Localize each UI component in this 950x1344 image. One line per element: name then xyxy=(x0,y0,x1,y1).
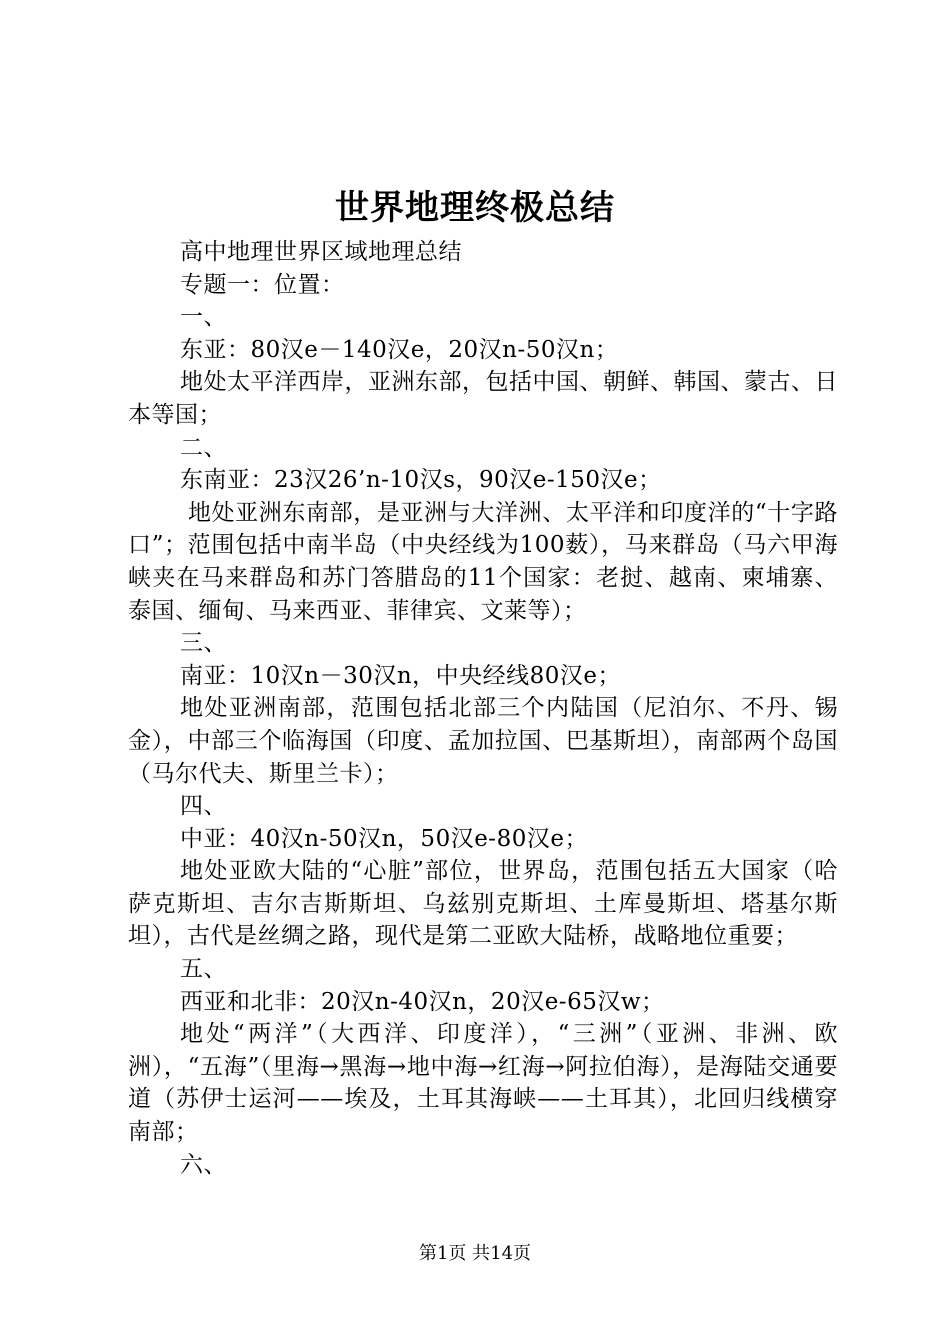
paragraph: 高中地理世界区域地理总结 xyxy=(180,239,462,265)
paragraph: 四、 xyxy=(180,793,227,820)
paragraph: 五、 xyxy=(180,956,227,983)
paragraph: 地处亚欧大陆的“心脏”部位，世界岛，范围包括五大国家（哈萨克斯坦、吉尔吉斯斯坦、乌兹别克斯坦、土库曼斯坦、塔基尔斯坦），古代是丝绸之路，现代是第二亚欧大陆桥，战略地位重要； xyxy=(128,858,838,950)
paragraph: 六、 xyxy=(180,1151,227,1178)
paragraph: 地处亚洲东南部，是亚洲与大洋洲、太平洋和印度洋的“十字路口”；范围包括中南半岛（中央经线为100薮），马来群岛（马六甲海峡夹在马来群岛和苏门答腊岛的11个国家：老挝、越南、柬埔寨、泰国、缅甸、马来西亚、菲律宾、文莱等）； xyxy=(128,499,838,624)
paragraph: 二、 xyxy=(180,434,227,461)
paragraph: 中亚：40汉n-50汉n，50汉e-80汉e； xyxy=(180,825,588,852)
paragraph: 东南亚：23汉26’n-10汉s，90汉e-150汉e； xyxy=(180,467,662,494)
paragraph: 地处亚洲南部，范围包括北部三个内陆国（尼泊尔、不丹、锡金），中部三个临海国（印度、孟加拉国、巴基斯坦），南部两个岛国（马尔代夫、斯里兰卡）； xyxy=(128,695,838,787)
page-footer: 第1页 共14页 xyxy=(418,1243,532,1264)
paragraph: 三、 xyxy=(180,630,227,657)
paragraph: 地处“两洋”（大西洋、印度洋），“三洲”（亚洲、非洲、欧洲），“五海”（里海→黑海→地中海→红海→阿拉伯海），是海陆交通要道（苏伊士运河——埃及，土耳其海峡——土耳其），北回归线横穿南部； xyxy=(128,1021,838,1146)
paragraph: 地处太平洋西岸，亚洲东部，包括中国、朝鲜、韩国、蒙古、日本等国； xyxy=(128,369,838,428)
paragraph: 西亚和北非：20汉n-40汉n，20汉e-65汉w； xyxy=(180,988,665,1015)
paragraph: 南亚：10汉n－30汉n，中央经线80汉e； xyxy=(180,662,622,689)
paragraph: 专题一：位置： xyxy=(180,271,345,298)
paragraph: 东亚：80汉e－140汉e，20汉n-50汉n； xyxy=(180,336,619,363)
paragraph: 一、 xyxy=(180,304,227,331)
document-body xyxy=(128,236,838,1181)
document-title: 世界地理终极总结 xyxy=(335,188,615,228)
